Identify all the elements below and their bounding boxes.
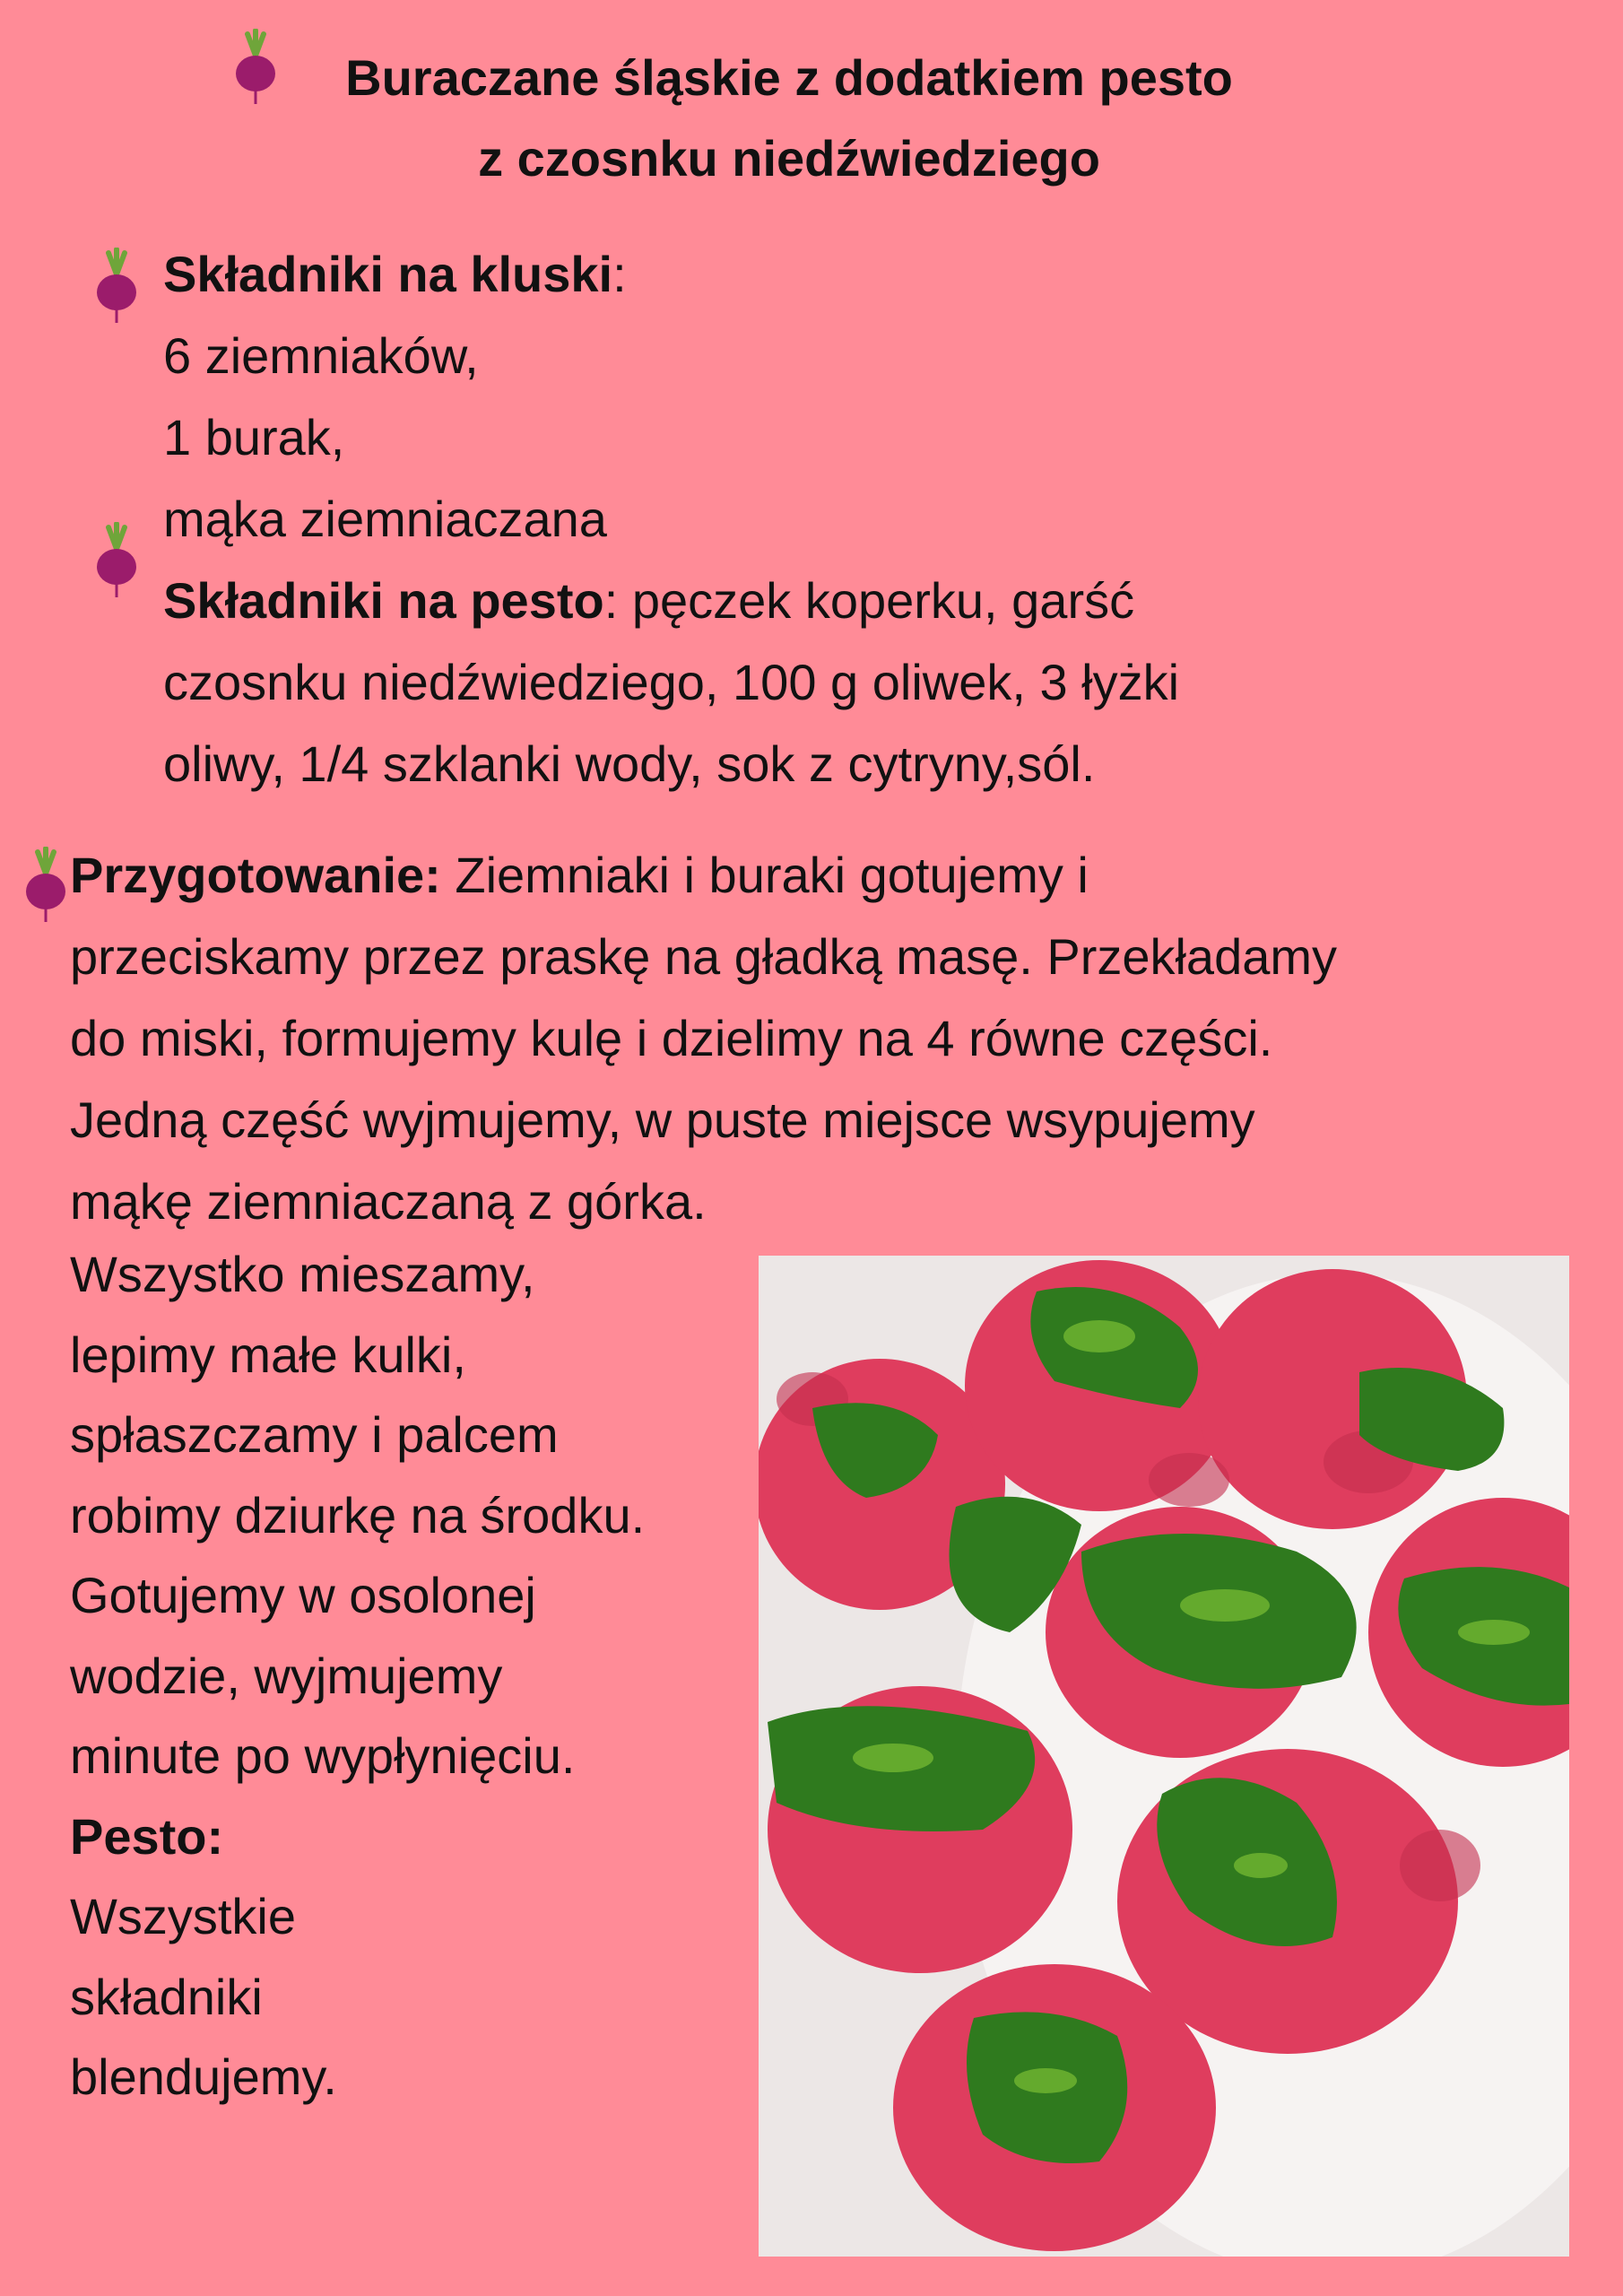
- title-line-1: Buraczane śląskie z dodatkiem pesto: [345, 49, 1233, 106]
- pesto-ingredients-heading: Składniki na pesto: [163, 572, 604, 629]
- dumplings-heading-line: [163, 233, 1419, 315]
- pesto-ingredients-line-2: czosnku niedźwiedziego, 100 g oliwek, 3 łyżki: [163, 654, 1180, 710]
- dish-photo: [759, 1256, 1569, 2257]
- beet-icon: [92, 522, 141, 597]
- preparation-continued: [70, 1234, 751, 2118]
- preparation-step: wodzie, wyjmujemy: [70, 1647, 503, 1704]
- preparation-line-5: mąkę ziemniaczaną z górka.: [70, 1173, 707, 1230]
- ingredient-item: 1 burak,: [163, 409, 345, 465]
- pesto-step: Wszystkie: [70, 1888, 296, 1944]
- beet-icon: [92, 248, 141, 323]
- preparation-step: spłaszczamy i palcem: [70, 1406, 559, 1463]
- page-title: [269, 38, 1309, 199]
- preparation-section: [70, 834, 1594, 1242]
- preparation-line-2: przeciskamy przez praskę na gładką masę. Przekładamy: [70, 928, 1338, 985]
- preparation-line-4: Jedną część wyjmujemy, w puste miejsce wsypujemy: [70, 1091, 1255, 1148]
- pesto-step: składniki: [70, 1968, 263, 2025]
- preparation-step: minute po wypłynięciu.: [70, 1727, 576, 1784]
- ingredient-item: mąka ziemniaczana: [163, 491, 607, 547]
- pesto-heading: Pesto:: [70, 1807, 224, 1865]
- preparation-step: Wszystko mieszamy,: [70, 1246, 535, 1302]
- preparation-step: robimy dziurkę na środku.: [70, 1486, 646, 1544]
- preparation-line-1: [70, 834, 1594, 916]
- title-line-2: z czosnku niedźwiedziego: [478, 130, 1100, 187]
- pesto-ingredients-line-3: oliwy, 1/4 szklanki wody, sok z cytryny,sól.: [163, 735, 1096, 792]
- pesto-heading-line: [70, 1796, 751, 1877]
- beet-icon: [22, 847, 70, 922]
- preparation-heading: Przygotowanie:: [70, 847, 441, 903]
- pesto-ingredients-line-1: [163, 560, 1419, 641]
- dumplings-heading: Składniki na kluski: [163, 246, 613, 302]
- ingredients-section: [163, 233, 1419, 804]
- preparation-line-3: do miski, formujemy kulę i dzielimy na 4 równe części.: [70, 1010, 1273, 1066]
- pesto-step: blendujemy.: [70, 2048, 337, 2105]
- preparation-step: lepimy małe kulki,: [70, 1326, 466, 1383]
- preparation-text: Ziemniaki i buraki gotujemy i: [440, 847, 1089, 903]
- ingredient-item: 6 ziemniaków,: [163, 327, 479, 384]
- pesto-ingredients-text: : pęczek koperku, garść: [603, 572, 1135, 629]
- preparation-step: Gotujemy w osolonej: [70, 1567, 536, 1623]
- dumplings-colon: :: [612, 246, 627, 302]
